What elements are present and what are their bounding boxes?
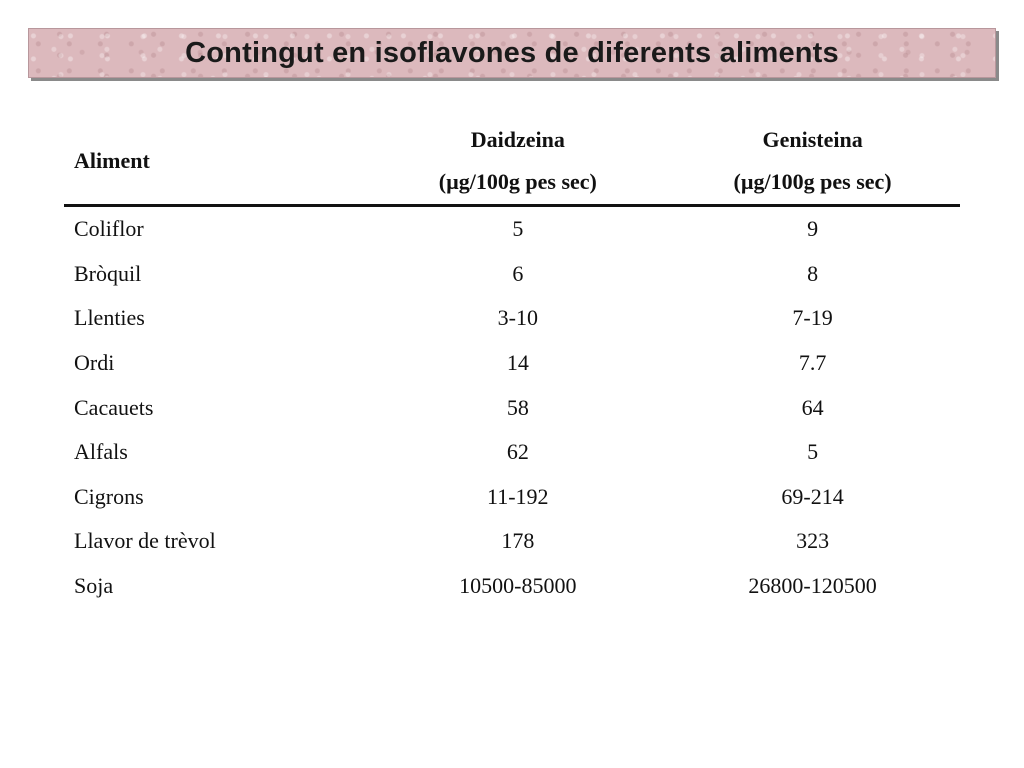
table-row xyxy=(64,519,960,564)
cell-daidzein: 6 xyxy=(512,260,524,286)
table-row xyxy=(64,296,960,341)
header-genistein-name: Genisteina xyxy=(762,127,863,152)
title-banner xyxy=(28,28,996,78)
cell-genistein: 26800-120500 xyxy=(748,573,877,599)
isoflavone-table xyxy=(64,118,960,608)
table-row xyxy=(64,252,960,297)
cell-food: Bròquil xyxy=(74,260,142,286)
cell-food: Cacauets xyxy=(74,394,154,420)
cell-daidzein: 58 xyxy=(506,394,529,420)
cell-daidzein: 11-192 xyxy=(487,483,549,509)
cell-daidzein: 14 xyxy=(506,350,529,376)
table-container xyxy=(64,118,960,608)
cell-food: Alfals xyxy=(74,439,128,465)
header-food: Aliment xyxy=(74,148,150,173)
header-genistein-unit: (µg/100g pes sec) xyxy=(733,169,892,194)
cell-daidzein: 178 xyxy=(501,528,535,554)
cell-genistein: 7.7 xyxy=(798,350,827,376)
header-genistein xyxy=(665,118,960,206)
cell-genistein: 5 xyxy=(807,439,819,465)
cell-food: Soja xyxy=(74,573,114,599)
header-daidzein-unit: (µg/100g pes sec) xyxy=(438,169,597,194)
cell-daidzein: 62 xyxy=(506,439,529,465)
header-daidzein-name: Daidzeina xyxy=(470,127,565,152)
cell-daidzein: 3-10 xyxy=(497,305,538,331)
cell-genistein: 7-19 xyxy=(792,305,833,331)
table-row xyxy=(64,475,960,520)
header-daidzein xyxy=(370,118,665,206)
cell-genistein: 9 xyxy=(807,216,819,242)
cell-food: Ordi xyxy=(74,350,115,376)
table-row xyxy=(64,341,960,386)
cell-food: Coliflor xyxy=(74,216,144,242)
table-row xyxy=(64,206,960,252)
cell-daidzein: 5 xyxy=(512,216,524,242)
cell-genistein: 69-214 xyxy=(781,483,844,509)
cell-food: Llenties xyxy=(74,305,145,331)
table-header-row xyxy=(64,118,960,206)
cell-genistein: 323 xyxy=(796,528,830,554)
cell-genistein: 8 xyxy=(807,260,819,286)
table-row xyxy=(64,430,960,475)
cell-daidzein: 10500-85000 xyxy=(459,573,577,599)
cell-food: Cigrons xyxy=(74,483,144,509)
table-row xyxy=(64,385,960,430)
cell-food: Llavor de trèvol xyxy=(74,528,216,554)
page-title: Contingut en isoflavones de diferents aliments xyxy=(185,36,839,69)
cell-genistein: 64 xyxy=(801,394,824,420)
table-row xyxy=(64,564,960,609)
